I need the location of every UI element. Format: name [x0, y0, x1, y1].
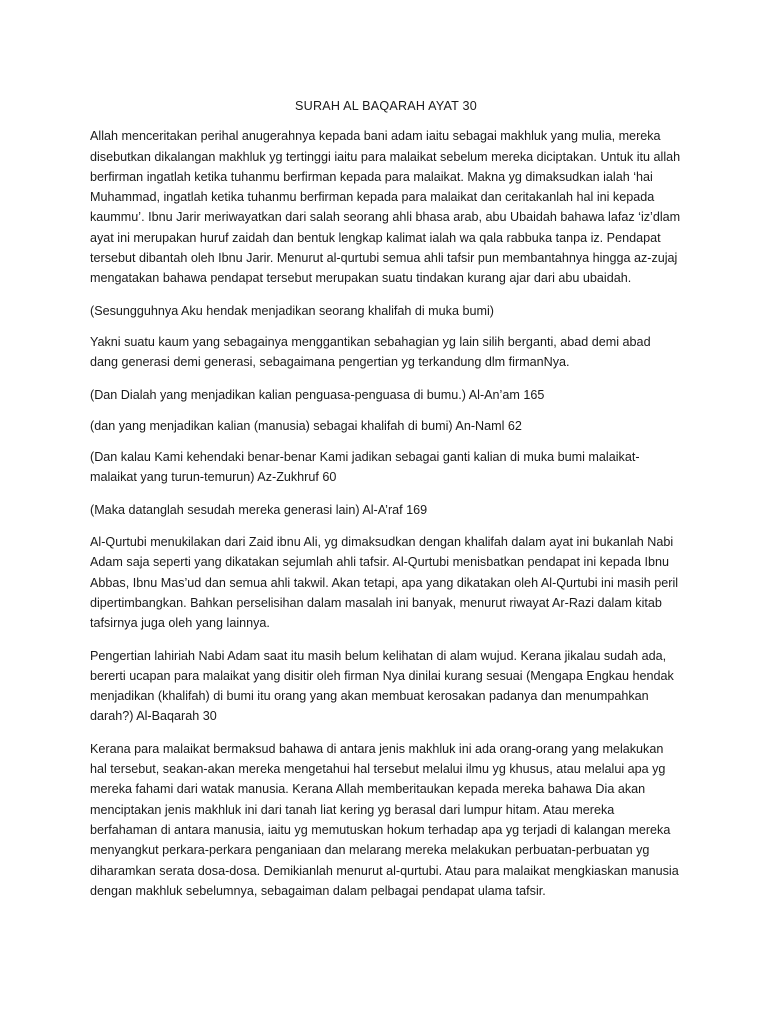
paragraph-araf-169: (Maka datanglah sesudah mereka generasi lain) Al-A’raf 169 [90, 502, 428, 517]
paragraph-naml-62: (dan yang menjadikan kalian (manusia) sebagai khalifah di bumi) An-Naml 62 [90, 418, 522, 433]
paragraph-anam-165: (Dan Dialah yang menjadikan kalian penguasa-penguasa di bumu.) Al-An’am 165 [90, 387, 545, 402]
paragraph-verse-quote: (Sesungguhnya Aku hendak menjadikan seorang khalifah di muka bumi) [90, 303, 494, 318]
paragraph-intro: Allah menceritakan perihal anugerahnya kepada bani adam iaitu sebagai makhluk yang mulia, mereka disebutkan dikalangan makhluk yg tertinggi iaitu para malaikat sebelum mereka diciptakan. Untuk itu allah berfirman ingatlah ketika tuhanmu berfirman kepada para malaikat. Makna yg dimaksudkan ialah ‘hai Muhammad, ingatlah ketika tuhanmu berfirman kepada para malaikat dan ceritakanlah hal ini kepada kaummu’. Ibnu Jarir meriwayatkan dari salah seorang ahli bhasa arab, abu Ubaidah bahawa lafaz ‘iz’dlam ayat ini merupakan huruf zaidah dan bentuk lengkap kalimat ialah wa qala rabbuka tanpa iz. Pendapat tersebut dibantah oleh Ibnu Jarir. Menurut al-qurtubi semua ahli tafsir pun membantahnya hingga az-zujaj mengatakan bahawa pendapat tersebut merupakan suatu tindakan kurang ajar dari abu ubaidah. [90, 129, 681, 286]
paragraph-zukhruf-60: (Dan kalau Kami kehendaki benar-benar Kami jadikan sebagai ganti kalian di muka bumi malaikat-malaikat yang turun-temurun) Az-Zukhruf 60 [90, 450, 640, 485]
paragraph-malaikat: Kerana para malaikat bermaksud bahawa di antara jenis makhluk ini ada orang-orang yang melakukan hal tersebut, seakan-akan mereka mengetahui hal tersebut melalui ilmu yg khusus, atau melalui apa yg mereka fahami dari watak manusia. Kerana Allah memberitaukan kepada mereka bahawa Dia akan menciptakan jenis makhluk ini dari tanah liat kering yg berasal dari lumpur hitam. Atau mereka berfahaman di antara manusia, iaitu yg memutuskan hokum terhadap apa yg terjadi di kalangan mereka menyangkut perkara-perkara penganiaan dan melarang mereka melakukan perbuatan-perbuatan yg diharamkan serata dosa-dosa. Demikianlah menurut al-qurtubi. Atau para malaikat mengkiaskan manusia dengan makhluk sebelumnya, sebagaiman dalam pelbagai pendapat ulama tafsir. [90, 741, 679, 898]
paragraph-qurtubi-zaid: Al-Qurtubi menukilakan dari Zaid ibnu Ali, yg dimaksudkan dengan khalifah dalam ayat ini bukanlah Nabi Adam saja seperti yang dikatakan sejumlah ahli tafsir. Al-Qurtubi menisbatkan pendapat ini kepada Ibnu Abbas, Ibnu Mas’ud dan semua ahli takwil. Akan tetapi, apa yang dikatakan oleh Al-Qurtubi ini masih peril dipertimbangkan. Bahkan perselisihan dalam masalah ini banyak, menurut riwayat Ar-Razi dalam kitab tafsirnya juga oleh yang lainnya. [90, 535, 679, 631]
paragraph-explanation: Yakni suatu kaum yang sebagainya menggantikan sebahagian yg lain silih berganti, abad demi abad dang generasi demi generasi, sebagaimana pengertian yg terkandung dlm firmanNya. [90, 334, 651, 370]
paragraph-adam-wujud: Pengertian lahiriah Nabi Adam saat itu masih belum kelihatan di alam wujud. Kerana jikalau sudah ada, bererti ucapan para malaikat yang disitir oleh firman Nya dinilai kurang sesuai (Mengapa Engkau hendak menjadikan (khalifah) di bumi itu orang yang akan membuat kerosakan padanya dan menumpahkan darah?) Al-Baqarah 30 [90, 648, 674, 724]
page-title: SURAH AL BAQARAH AYAT 30 [295, 99, 477, 113]
